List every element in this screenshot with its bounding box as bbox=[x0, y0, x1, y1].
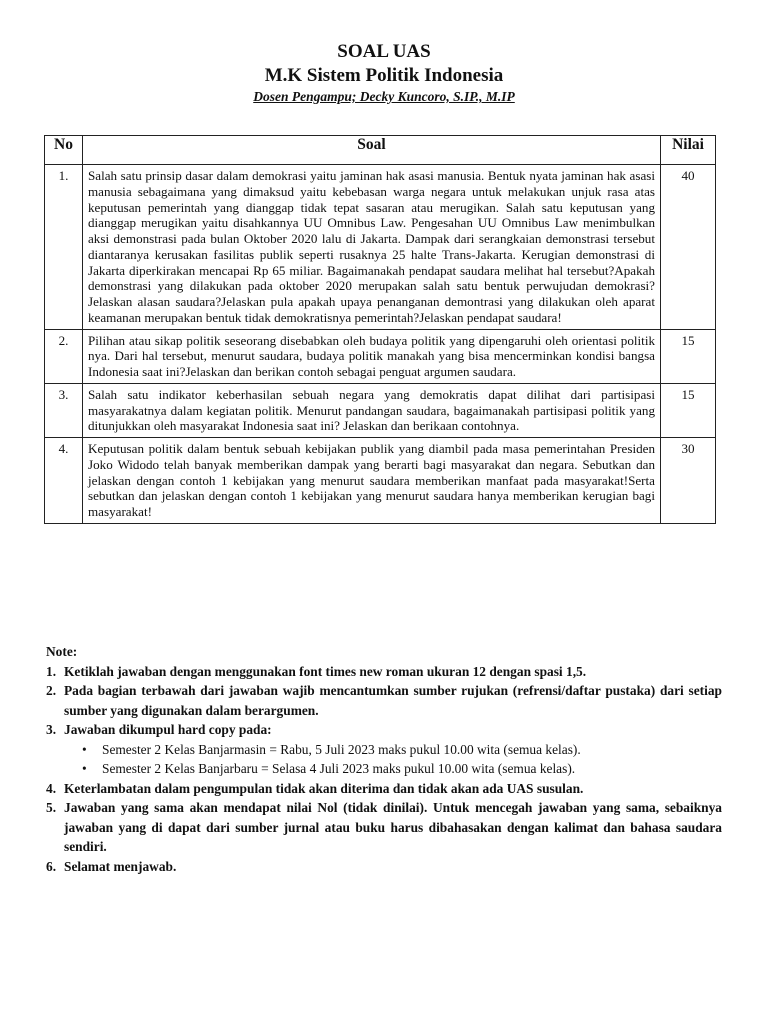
question-number: 1. bbox=[45, 165, 83, 330]
schedule-text: Semester 2 Kelas Banjarbaru = Selasa 4 Juli 2023 maks pukul 10.00 wita (semua kelas). bbox=[102, 761, 576, 776]
note-item bbox=[46, 720, 722, 779]
question-text: Keputusan politik dalam bentuk sebuah kebijakan publik yang diambil pada masa pemerintahan Presiden Joko Widodo telah banyak memberikan dampak yang berarti bagi masyarakat dan negara. Sebutkan dan jelaskan dengan contoh 1 kebijakan yang menurut saudara memberikan manfaat pada masyarakat!Serta sebutkan dan jelaskan dengan contoh 1 kebijakan yang menurut saudara hanya memberikan kerugian bagi masyarakat! bbox=[83, 438, 661, 524]
notes-list bbox=[46, 662, 722, 877]
course-title: M.K Sistem Politik Indonesia bbox=[264, 65, 504, 86]
question-score: 30 bbox=[661, 438, 716, 524]
table-row bbox=[45, 165, 716, 330]
table-row bbox=[45, 438, 716, 524]
question-text: Salah satu prinsip dasar dalam demokrasi yaitu jaminan hak asasi manusia. Bentuk nyata jaminan hak asasi manusia sebagaimana yang dimaksud yaitu kebebasan warga negara untuk melakukan unjuk rasa atas keputusan pemerintah yang dianggap tidak tepat sasaran atau merugikan. Salah satu keputusan yang dianggap merugikan yaitu disahkannya UU Omnibus Law. Pengesahan UU Omnibus Law menimbulkan aksi demonstrasi pada bulan Oktober 2020 lalu di Jakarta. Dampak dari serangkaian demonstrasi tersebut diantaranya kerusakan fasilitas publik seperti rusaknya 25 halte Trans-Jakarta. Kerugian demonstrasi di Jakarta diperkirakan mencapai Rp 65 miliar. Bagaimanakah pendapat saudara melihat hal tersebut?Apakah demonstrasi yang dilakukan pada oktober 2020 merupakan salah satu bentuk perwujudan demokrasi?Jelaskan alasan saudara?Jelaskan pula apakah upaya penanganan demontrasi yang dilakukan oleh aparat keamanan merupakan bentuk tidak demokratisnya pemerintah?Jelaskan pendapat saudara! bbox=[83, 165, 661, 330]
note-text: Jawaban dikumpul hard copy pada: bbox=[64, 722, 272, 737]
note-number: 2. bbox=[46, 683, 57, 698]
question-score: 15 bbox=[661, 383, 716, 437]
table-row bbox=[45, 383, 716, 437]
note-number: 5. bbox=[46, 800, 57, 815]
question-number: 3. bbox=[45, 383, 83, 437]
note-text: Ketiklah jawaban dengan menggunakan font times new roman ukuran 12 dengan spasi 1,5. bbox=[64, 663, 587, 679]
bullet-icon: • bbox=[82, 761, 87, 776]
note-text: Selamat menjawab. bbox=[64, 858, 177, 874]
note-item bbox=[46, 798, 722, 857]
note-item bbox=[46, 779, 722, 799]
note-text: Keterlambatan dalam pengumpulan tidak akan diterima dan tidak akan ada UAS susulan. bbox=[64, 780, 584, 796]
exam-title: SOAL UAS bbox=[337, 41, 431, 62]
document-header bbox=[0, 40, 768, 106]
question-text: Salah satu indikator keberhasilan sebuah negara yang demokratis dapat dilihat dari partisipasi masyarakatnya dalam kegiatan politik. Menurut pandangan saudara, bagaimanakah partisipasi politik yang ditunjukkan oleh masyarakat Indonesia saat ini? Jelaskan dan berikaan contohnya. bbox=[83, 383, 661, 437]
lecturer-line: Dosen Pengampu; Decky Kuncoro, S.IP., M.IP bbox=[253, 89, 515, 104]
schedule-text: Semester 2 Kelas Banjarmasin = Rabu, 5 Juli 2023 maks pukul 10.00 wita (semua kelas). bbox=[102, 741, 581, 757]
header-no: No bbox=[45, 136, 83, 165]
question-text: Pilihan atau sikap politik seseorang disebabkan oleh budaya politik yang dipengaruhi oleh orientasi politik nya. Dari hal tersebut, menurut saudara, budaya politik manakah yang bisa mencerminkan kondisi bangsa Indonesia saat ini?Jelaskan dan berikan contoh sebagai penguat argumen saudara. bbox=[83, 329, 661, 383]
note-item bbox=[46, 681, 722, 720]
header-nilai: Nilai bbox=[661, 136, 716, 165]
question-score: 40 bbox=[661, 165, 716, 330]
submission-schedule-list bbox=[64, 740, 722, 779]
note-item bbox=[46, 857, 722, 877]
schedule-item bbox=[64, 759, 722, 779]
bullet-icon: • bbox=[82, 741, 87, 757]
note-number: 3. bbox=[46, 722, 57, 737]
note-item bbox=[46, 662, 722, 682]
notes-title: Note: bbox=[46, 644, 78, 659]
note-number: 4. bbox=[46, 780, 57, 796]
note-number: 6. bbox=[46, 858, 57, 874]
question-number: 4. bbox=[45, 438, 83, 524]
note-number: 1. bbox=[46, 663, 57, 679]
questions-table bbox=[44, 135, 716, 524]
notes-section bbox=[46, 642, 722, 876]
note-text: Pada bagian terbawah dari jawaban wajib mencantumkan sumber rujukan (refrensi/daftar pustaka) dari setiap sumber yang digunakan dalam berargumen. bbox=[64, 683, 722, 718]
table-header-row bbox=[45, 136, 716, 165]
schedule-item bbox=[64, 740, 722, 760]
table-row bbox=[45, 329, 716, 383]
header-soal: Soal bbox=[83, 136, 661, 165]
note-text: Jawaban yang sama akan mendapat nilai Nol (tidak dinilai). Untuk mencegah jawaban yang sama, sebaiknya jawaban yang di dapat dari sumber jurnal atau buku harus dibahasakan dengan kalimat dan bahasa saudara sendiri. bbox=[64, 800, 722, 854]
question-score: 15 bbox=[661, 329, 716, 383]
question-number: 2. bbox=[45, 329, 83, 383]
